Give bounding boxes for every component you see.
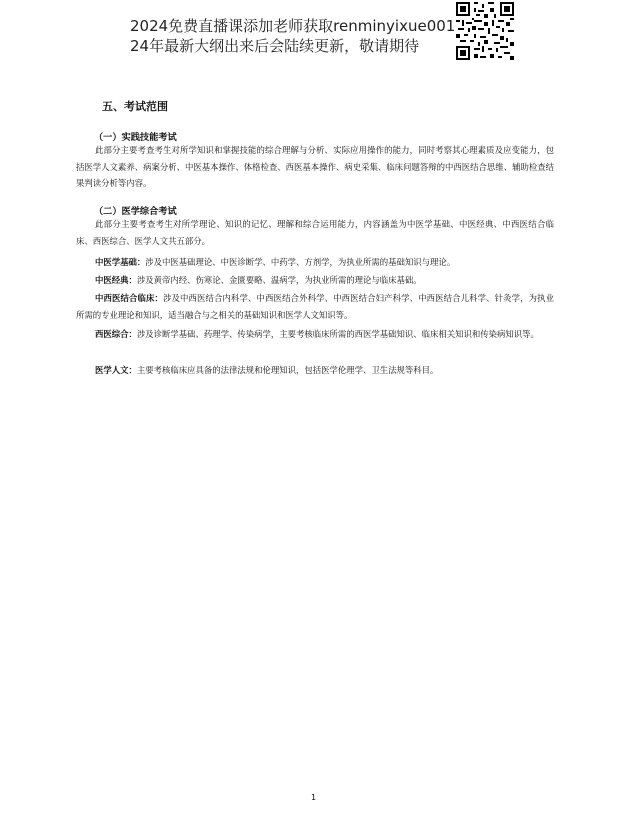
item-text: 涉及中西医结合内科学、中西医结合外科学、中西医结合妇产科学、中西医结合儿科学、针灸学，为执业所需的专业理论和知识，适当融合与之相关的基础知识和医学人文知识等。 — [76, 293, 555, 320]
item-western-medicine — [76, 326, 554, 343]
qr-code-icon — [456, 2, 514, 60]
item-text: 涉及诊断学基础、药理学、传染病学，主要考核临床所需的西医学基础知识、临床相关知识和传染病知识等。 — [136, 329, 539, 339]
page-number: 1 — [311, 793, 317, 802]
item-text: 主要考核临床应具备的法律法规和伦理知识，包括医学伦理学、卫生法规等科目。 — [136, 365, 439, 375]
promo-banner-line-1: 2024免费直播课添加老师获取renminyixue001 — [130, 17, 456, 35]
item-tcm-classics — [76, 272, 554, 289]
item-text: 涉及中医基础理论、中医诊断学、中药学、方剂学，为执业所需的基础知识与理论。 — [145, 257, 456, 267]
item-integrated-clinical — [76, 290, 554, 323]
item-label: 西医综合： — [95, 329, 137, 339]
paragraph-practical-exam: 此部分主要考查考生对所学知识和掌握技能的综合理解与分析、实际应用操作的能力，同时考察其心理素质及应变能力，包括医学人文素养、病案分析、中医基本操作、体格检查、西医基本操作、病史采集、临床问题答辩的中西医结合思维、辅助检查结果判读分析等内容。 — [76, 145, 554, 189]
item-label: 中医学基础： — [95, 257, 146, 267]
item-tcm-basics — [76, 254, 554, 271]
item-label: 中西医结合临床： — [95, 293, 164, 303]
item-label: 中医经典： — [95, 275, 137, 285]
promo-banner-line-2: 24年最新大纲出来后会陆续更新，敬请期待 — [130, 37, 420, 55]
promo-banner — [130, 16, 455, 56]
subsection-title-practical: （一）实践技能考试 — [94, 132, 177, 143]
item-medical-humanities — [76, 362, 554, 379]
subsection-title-comprehensive: （二）医学综合考试 — [94, 206, 177, 217]
section-title: 五、考试范围 — [102, 100, 168, 113]
item-text: 涉及黄帝内经、伤寒论、金匮要略、温病学，为执业所需的理论与临床基础。 — [136, 275, 422, 285]
item-label: 医学人文： — [95, 365, 137, 375]
paragraph-comprehensive-exam: 此部分主要考查考生对所学理论、知识的记忆、理解和综合运用能力，内容涵盖为中医学基础、中医经典、中西医结合临床、西医综合、医学人文共五部分。 — [76, 219, 554, 246]
